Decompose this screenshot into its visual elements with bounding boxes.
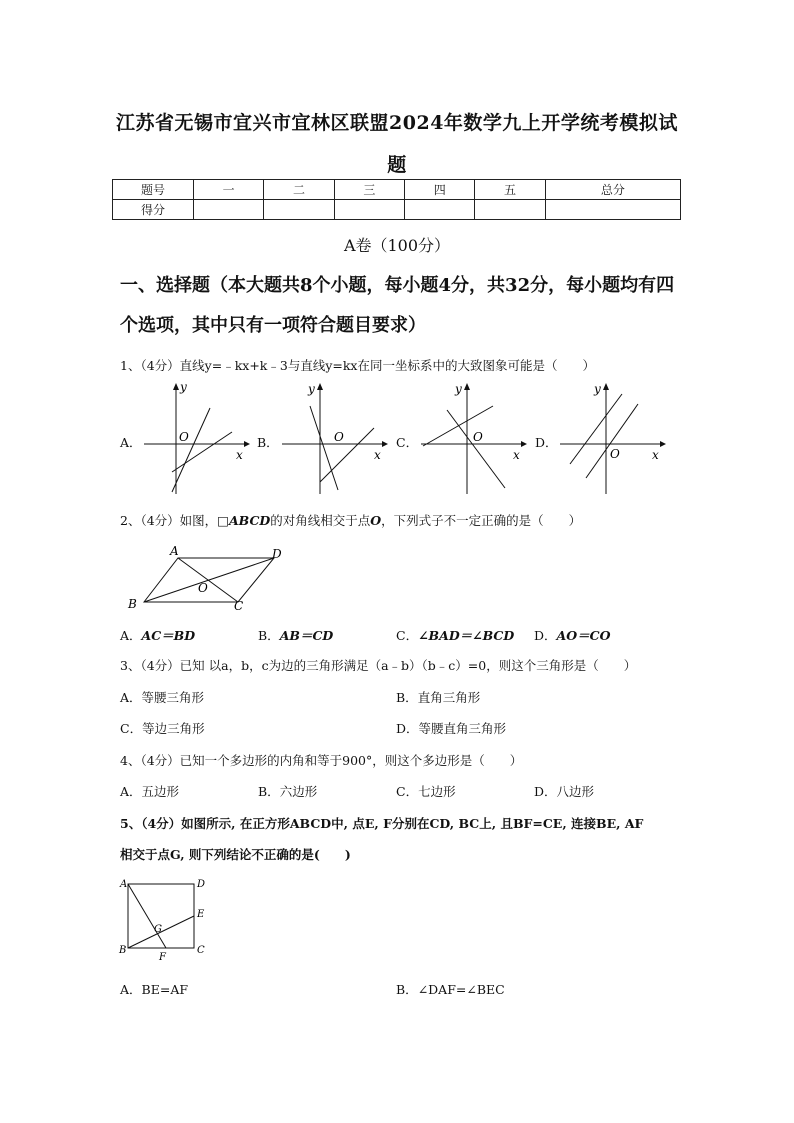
- y-arrow-icon: [317, 383, 323, 390]
- point-d-label: D: [272, 547, 282, 561]
- option-text: 六边形: [279, 784, 318, 799]
- point-f-label: F: [159, 952, 166, 962]
- option-label: B．: [258, 628, 280, 643]
- score-table: [112, 179, 681, 220]
- q1-option-d-label: D．: [535, 435, 558, 450]
- score-table-header-cell: 四: [405, 180, 475, 200]
- q1-option-b-label: B．: [257, 435, 279, 450]
- q2-stem-pre: 2、（4分）如图，: [120, 513, 218, 528]
- q2-stem-figure: □ABCD: [217, 513, 271, 528]
- point-d-label: D: [197, 879, 206, 890]
- option-label: C．: [396, 628, 419, 643]
- option-text: AB＝CD: [279, 628, 334, 643]
- page-title-line2: 题: [387, 154, 407, 176]
- option-text: 五边形: [141, 784, 180, 799]
- score-table-header-cell: 二: [264, 180, 334, 200]
- q5-square-figure: [116, 874, 216, 962]
- score-table-header-row: [113, 180, 681, 200]
- q3-option-a[interactable]: [120, 688, 204, 706]
- option-label: C．: [120, 721, 143, 736]
- question-1-stem: 1、（4分）直线y=﹣kx+k﹣3与直线y=kx在同一坐标系中的大致图象可能是（ ）: [120, 358, 595, 373]
- option-text: AC＝BD: [141, 628, 196, 643]
- q1-graph-d: [556, 380, 666, 498]
- point-o-label: O: [198, 581, 208, 595]
- point-g-label: G: [154, 924, 162, 935]
- x-arrow-icon: [244, 441, 250, 447]
- y-arrow-icon: [464, 383, 470, 390]
- y-arrow-icon: [173, 383, 179, 390]
- origin-label: O: [610, 447, 620, 461]
- question-4-stem: 4、（4分）已知一个多边形的内角和等于900°，则这个多边形是（ ）: [120, 753, 523, 768]
- option-text: 七边形: [418, 784, 456, 799]
- option-label: C．: [396, 784, 419, 799]
- q3-option-b[interactable]: [396, 688, 480, 706]
- score-table-header-cell: 三: [334, 180, 404, 200]
- q5-option-b[interactable]: [396, 980, 505, 998]
- x-label: x: [236, 448, 243, 462]
- score-table-header-cell: 总分: [545, 180, 680, 200]
- score-cell: [475, 200, 545, 220]
- point-b-label: B: [119, 945, 127, 956]
- q2-option-a[interactable]: [120, 626, 195, 644]
- option-label: A．: [120, 628, 142, 643]
- y-label: y: [180, 380, 187, 394]
- score-table-header-cell: 题号: [113, 180, 194, 200]
- score-table-score-row: [113, 200, 681, 220]
- option-text: 等腰直角三角形: [418, 721, 507, 736]
- q3-option-c[interactable]: [120, 719, 205, 737]
- x-label: x: [374, 448, 381, 462]
- q2-option-b[interactable]: [258, 626, 333, 644]
- q2-parallelogram-figure: [122, 540, 292, 615]
- x-arrow-icon: [521, 441, 527, 447]
- q2-option-d[interactable]: [534, 626, 610, 644]
- option-label: A．: [120, 784, 142, 799]
- q1-option-a-label: A．: [120, 435, 142, 450]
- page-title: 江苏省无锡市宜兴市宜林区联盟2024年数学九上开学统考模拟试: [116, 112, 678, 134]
- diagonal-bd: [144, 558, 274, 602]
- score-table-header-cell: 一: [194, 180, 264, 200]
- point-a-label: A: [170, 544, 179, 558]
- q5-option-a[interactable]: [120, 980, 188, 998]
- y-label: y: [308, 382, 315, 396]
- origin-label: O: [334, 430, 344, 444]
- option-label: A．: [120, 982, 142, 997]
- y-arrow-icon: [603, 383, 609, 390]
- q1-graph-b: [278, 380, 388, 498]
- question-3-stem: 3、（4分）已知 以a，b，c为边的三角形满足（a﹣b）（b﹣c）=0，则这个三角形是（ ）: [120, 658, 637, 673]
- score-table-header-cell: 五: [475, 180, 545, 200]
- q2-stem-mid: 的对角线相交于点: [270, 513, 371, 528]
- option-text: ∠BAD＝∠BCD: [418, 628, 515, 643]
- part1-heading: 一、选择题（本大题共8个小题，每小题4分，共32分，每小题均有四个选项，其中只有一项符合题目要求）: [120, 275, 675, 336]
- score-cell: [405, 200, 475, 220]
- origin-label: O: [179, 430, 189, 444]
- option-label: B．: [258, 784, 280, 799]
- q1-graph-a: [140, 380, 250, 498]
- option-label: D．: [396, 721, 419, 736]
- q2-stem-post: ，下列式子不一定正确的是（ ）: [381, 513, 582, 528]
- option-label: D．: [534, 784, 557, 799]
- y-label: y: [455, 382, 462, 396]
- square-abcd: [128, 884, 194, 948]
- question-2-stem: [120, 511, 581, 529]
- option-text: BE=AF: [141, 982, 189, 997]
- x-arrow-icon: [660, 441, 666, 447]
- q2-stem-point: O: [370, 513, 382, 528]
- option-text: 八边形: [556, 784, 595, 799]
- y-label: y: [594, 382, 601, 396]
- origin-label: O: [473, 430, 483, 444]
- option-text: 直角三角形: [417, 690, 481, 705]
- x-label: x: [513, 448, 520, 462]
- point-e-label: E: [197, 909, 205, 920]
- q4-option-a[interactable]: [120, 782, 179, 800]
- x-label: x: [652, 448, 659, 462]
- option-text: 等腰三角形: [141, 690, 205, 705]
- x-arrow-icon: [382, 441, 388, 447]
- q4-option-b[interactable]: [258, 782, 317, 800]
- line-2: [586, 404, 638, 478]
- q1-option-c-label: C．: [396, 435, 419, 450]
- score-cell: [264, 200, 334, 220]
- point-c-label: C: [197, 945, 205, 956]
- score-table-row-label: 得分: [113, 200, 194, 220]
- q1-graph-c: [417, 380, 527, 498]
- point-a-label: A: [120, 879, 128, 890]
- question-5-stem-line2: 相交于点G, 则下列结论不正确的是( ): [120, 847, 351, 862]
- q3-option-d[interactable]: [396, 719, 506, 737]
- point-b-label: B: [128, 597, 137, 611]
- point-c-label: C: [234, 599, 244, 613]
- score-cell: [194, 200, 264, 220]
- option-label: B．: [396, 982, 418, 997]
- q2-option-c[interactable]: [396, 626, 514, 644]
- option-text: AO＝CO: [556, 628, 611, 643]
- score-cell: [545, 200, 680, 220]
- option-text: ∠DAF=∠BEC: [417, 982, 505, 997]
- option-text: 等边三角形: [142, 721, 205, 736]
- q4-option-d[interactable]: [534, 782, 594, 800]
- line-2: [320, 428, 374, 482]
- section-a-heading: A卷（100分）: [343, 236, 451, 255]
- question-5-stem-line1: 5、（4分）如图所示, 在正方形ABCD中, 点E, F分别在CD, BC上, 且BF=CE, 连接BE, AF: [120, 816, 644, 831]
- option-label: B．: [396, 690, 418, 705]
- option-label: A．: [120, 690, 142, 705]
- score-cell: [334, 200, 404, 220]
- option-label: D．: [534, 628, 557, 643]
- line-2: [447, 410, 505, 488]
- q4-option-c[interactable]: [396, 782, 456, 800]
